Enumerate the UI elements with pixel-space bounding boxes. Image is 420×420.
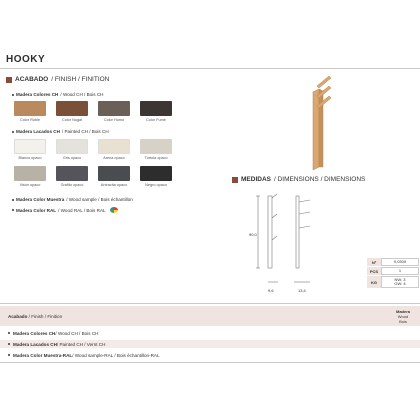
front-view-hooks bbox=[299, 200, 310, 228]
footer-header-row bbox=[0, 306, 420, 326]
info-key: PCS bbox=[367, 267, 381, 275]
info-value: 0,0300 bbox=[381, 258, 419, 266]
group-wood-colors bbox=[12, 92, 103, 97]
swatch-label: Color Roble bbox=[19, 118, 41, 122]
swatch-label: Grafito opaco bbox=[60, 183, 84, 187]
group-subtitle: / Wood RAL / Bois RAL bbox=[58, 207, 106, 213]
lacquer-swatch-row-1 bbox=[14, 139, 172, 160]
color-swatch bbox=[140, 101, 172, 122]
product-back-side bbox=[319, 89, 323, 167]
material-sub-fr: Bois bbox=[399, 319, 407, 324]
bullet-icon bbox=[8, 354, 10, 356]
material-sub-en: Wood bbox=[397, 314, 409, 319]
bullet-icon bbox=[12, 199, 14, 201]
swatch-label: Color Humo bbox=[103, 118, 125, 122]
group-sample bbox=[12, 197, 133, 202]
swatch-label: Color Fumé bbox=[146, 118, 166, 122]
side-view-panel bbox=[268, 196, 272, 268]
dimensions-heading-bold: MEDIDAS bbox=[241, 176, 271, 183]
group-subtitle: / Wood sample / Bois échantillon bbox=[66, 197, 133, 202]
color-swatch bbox=[14, 101, 46, 122]
dimension-drawing bbox=[250, 188, 320, 298]
group-subtitle: / Painted CH / Bois CH bbox=[61, 129, 109, 134]
group-title: Madera Color RAL bbox=[16, 207, 57, 213]
footer-row-rest: / Wood sample-RAL / Bois échantillon-RAL bbox=[72, 352, 160, 358]
swatch-chip bbox=[140, 166, 172, 181]
section-marker-icon bbox=[6, 77, 12, 83]
footer-row-wood bbox=[0, 329, 420, 337]
color-swatch bbox=[98, 166, 130, 187]
group-ral bbox=[12, 207, 118, 213]
footer-row-bold: Madera Lacados CH bbox=[13, 341, 57, 347]
info-value: 1 bbox=[381, 267, 419, 275]
color-swatch bbox=[14, 166, 46, 187]
color-swatch bbox=[98, 101, 130, 122]
product-info-table bbox=[367, 258, 419, 289]
bullet-icon bbox=[12, 94, 14, 96]
footer-header-rest: / Finish / Finition bbox=[27, 313, 63, 319]
group-lacquer bbox=[12, 129, 109, 134]
title-divider bbox=[0, 68, 420, 69]
bullet-icon bbox=[8, 343, 10, 345]
wood-swatch-row bbox=[14, 101, 172, 122]
product-illustration bbox=[305, 72, 345, 170]
info-key: Nº bbox=[367, 258, 381, 266]
material-title: Madera bbox=[395, 309, 410, 314]
bullet-icon bbox=[12, 131, 14, 133]
color-swatch bbox=[98, 139, 130, 160]
footer-row-bold: Madera Colores CH bbox=[13, 330, 56, 336]
swatch-label: Negro opaco bbox=[145, 183, 167, 187]
group-title: Madera Lacados CH bbox=[16, 129, 60, 134]
finish-heading-rest: / FINISH / FINITION bbox=[51, 76, 110, 83]
swatch-label: Visón opaco bbox=[19, 183, 41, 187]
swatch-label: Arena opaco bbox=[103, 156, 125, 160]
swatch-label: Color Nogal bbox=[61, 118, 83, 122]
dimensions-heading bbox=[232, 176, 365, 183]
footer-row-lacquer bbox=[0, 340, 420, 348]
footer-header-bold: Acabado bbox=[8, 313, 28, 319]
finish-heading bbox=[6, 76, 109, 83]
group-title: Madera Color Muestra bbox=[16, 197, 65, 202]
page-title: HOOKY bbox=[6, 54, 46, 65]
group-title: Madera Colores CH bbox=[16, 92, 59, 97]
color-swatch bbox=[56, 166, 88, 187]
lacquer-swatch-row-2 bbox=[14, 166, 172, 187]
dimensions-heading-rest: / DIMENSIONS / DIMENSIONS bbox=[273, 176, 366, 183]
swatch-chip bbox=[14, 166, 46, 181]
swatch-chip bbox=[56, 166, 88, 181]
footer-bottom-divider bbox=[0, 362, 420, 363]
swatch-chip bbox=[140, 139, 172, 154]
info-row-pcs bbox=[367, 267, 419, 275]
swatch-chip bbox=[56, 101, 88, 116]
depth-left-label: 9,6 bbox=[268, 288, 274, 293]
swatch-chip bbox=[14, 101, 46, 116]
product-back-panel bbox=[313, 89, 319, 170]
color-swatch bbox=[14, 139, 46, 160]
bullet-icon bbox=[12, 209, 14, 211]
swatch-chip bbox=[98, 101, 130, 116]
swatch-chip bbox=[98, 139, 130, 154]
color-swatch bbox=[140, 166, 172, 187]
footer-row-bold: Madera Color Muestra-RAL bbox=[13, 352, 73, 358]
depth-right-label: 13,4 bbox=[298, 288, 306, 293]
info-key: KG bbox=[367, 276, 381, 288]
group-subtitle: / Wood CH / Bois CH bbox=[60, 92, 104, 97]
front-view-panel bbox=[296, 196, 299, 268]
color-swatch bbox=[140, 139, 172, 160]
info-value: NW: 3 GW: 4 bbox=[381, 276, 419, 288]
footer-divider bbox=[0, 303, 420, 304]
ral-palette-icon bbox=[110, 207, 118, 213]
info-row-weight bbox=[367, 276, 419, 288]
height-label: 90,0 bbox=[249, 232, 257, 237]
swatch-label: Tórtola opaco bbox=[144, 156, 168, 160]
swatch-chip bbox=[14, 139, 46, 154]
swatch-label: Gris opaco bbox=[62, 156, 82, 160]
swatch-chip bbox=[98, 166, 130, 181]
swatch-label: Antracita opaco bbox=[100, 183, 128, 187]
bullet-icon bbox=[8, 332, 10, 334]
swatch-label: Blanco opaco bbox=[18, 156, 42, 160]
footer-header-material bbox=[386, 306, 420, 326]
footer-row-rest: / Painted CH / Vernt CH bbox=[56, 341, 106, 347]
swatch-chip bbox=[56, 139, 88, 154]
color-swatch bbox=[56, 101, 88, 122]
color-swatch bbox=[56, 139, 88, 160]
info-row-units bbox=[367, 258, 419, 266]
swatch-chip bbox=[140, 101, 172, 116]
section-marker-icon bbox=[232, 177, 238, 183]
footer-row-sample bbox=[0, 351, 420, 359]
finish-heading-bold: ACABADO bbox=[15, 76, 49, 83]
footer-row-rest: / Wood CH / Bois CH bbox=[55, 330, 99, 336]
side-view-hooks bbox=[272, 194, 277, 240]
